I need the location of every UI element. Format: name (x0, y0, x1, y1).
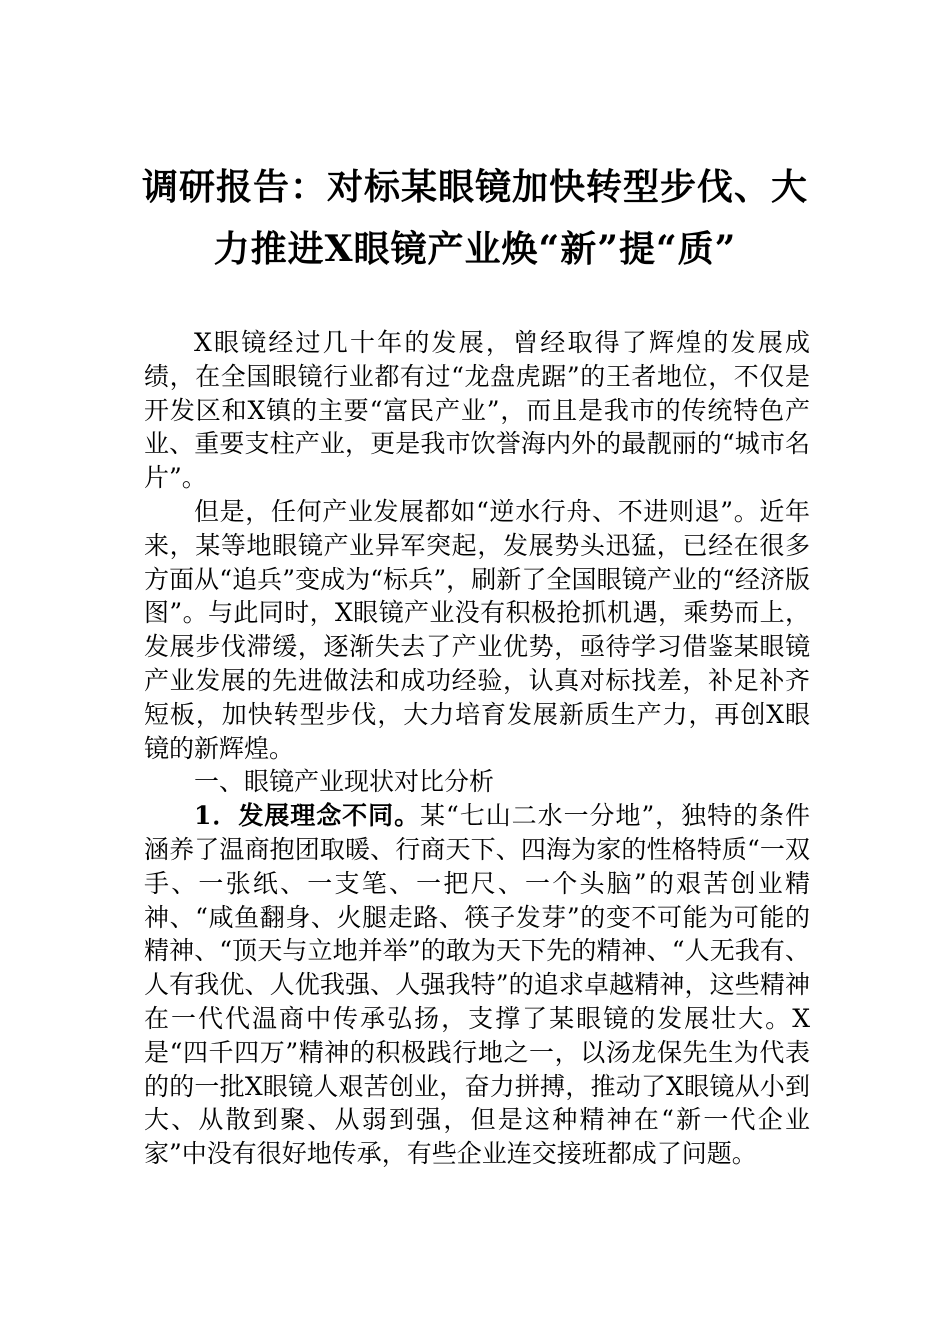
paragraph-item-1 (144, 799, 810, 1171)
paragraph-intro: X眼镜经过几十年的发展，曾经取得了辉煌的发展成绩，在全国眼镜行业都有过“龙盘虎踞”的王者地位，不仅是开发区和X镇的主要“富民产业”，而且是我市的传统特色产业、重要支柱产业，更是我市饮誉海内外的最靓丽的“城市名片”。 (144, 328, 810, 493)
document-body (144, 326, 810, 1171)
item-1-text: 某“七山二水一分地”，独特的条件涵养了温商抱团取暖、行商天下、四海为家的性格特质“一双手、一张纸、一支笔、一把尺、一个头脑”的艰苦创业精神、“咸鱼翻身、火腿走路、筷子发芽”的变不可能为可能的精神、“顶天与立地并举”的敢为天下先的精神、“人无我有、人有我优、人优我强、人强我特”的追求卓越精神，这些精神在一代代温商中传承弘扬，支撑了某眼镜的发展壮大。X是“四千四万”精神的积极践行地之一，以汤龙保先生为代表的的一批X眼镜人艰苦创业，奋力拼搏，推动了X眼镜从小到大、从散到聚、从弱到强，但是这种精神在“新一代企业家”中没有很好地传承，有些企业连交接班都成了问题。 (144, 801, 810, 1169)
item-1-lead: 1．发展理念不同。 (194, 801, 421, 831)
paragraph-comparison: 但是，任何产业发展都如“逆水行舟、不进则退”。近年来，某等地眼镜产业异军突起，发展势头迅猛，已经在很多方面从“追兵”变成为“标兵”，刷新了全国眼镜产业的“经济版图”。与此同时，X眼镜产业没有积极抢抓机遇，乘势而上，发展步伐滞缓，逐渐失去了产业优势，亟待学习借鉴某眼镜产业发展的先进做法和成功经验，认真对标找差，补足补齐短板，加快转型步伐，大力培育发展新质生产力，再创X眼镜的新辉煌。 (144, 496, 810, 763)
title-line-2: 力推进X眼镜产业焕“新”提“质” (213, 228, 737, 270)
title-line-1: 调研报告：对标某眼镜加快转型步伐、大 (141, 166, 808, 208)
section-heading: 一、眼镜产业现状对比分析 (194, 767, 495, 797)
document-title (120, 156, 830, 280)
